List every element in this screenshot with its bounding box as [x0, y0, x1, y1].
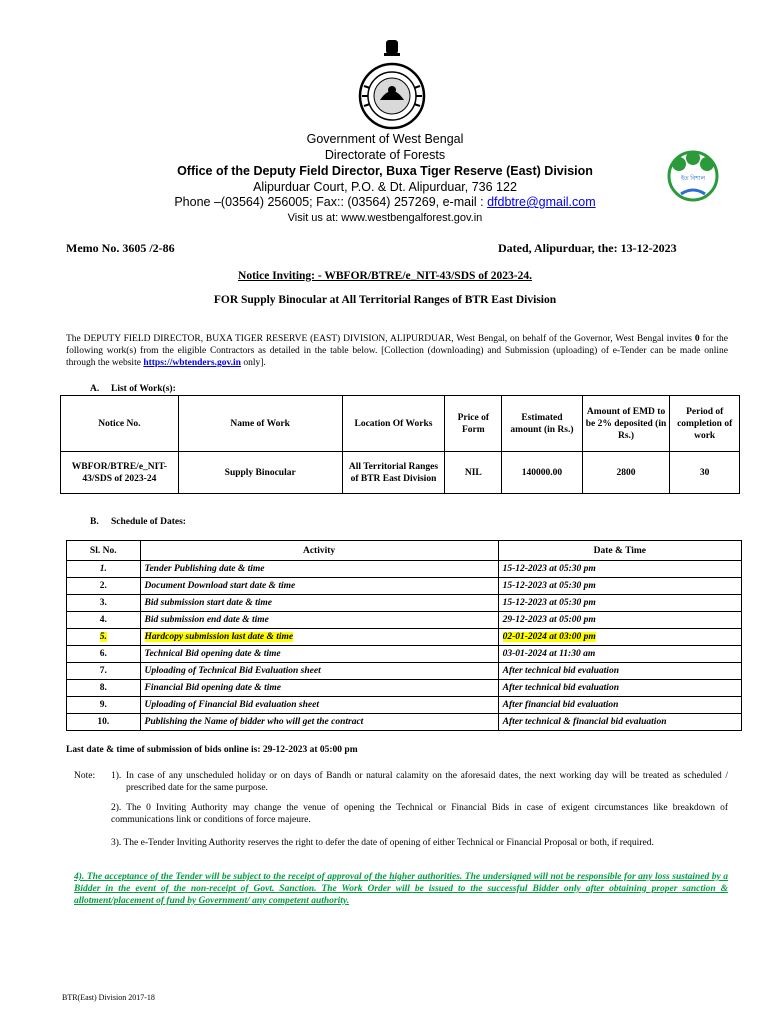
schedule-row — [67, 561, 742, 578]
memo-date: Dated, Alipurduar, the: 13-12-2023 — [498, 241, 677, 255]
note-2: 2). The 0 Inviting Authority may change the venue of opening the Technical or Financial Bids in case of exigent circumstances like breakdown of communications link or conditions of force majeure. — [111, 803, 728, 825]
schedule-cell-activity: Document Download start date & time — [140, 578, 498, 595]
schedule-col-date: Date & Time — [498, 541, 741, 561]
memo-number: Memo No. 3605 /2-86 — [66, 241, 175, 255]
schedule-cell-activity: Technical Bid opening date & time — [140, 646, 498, 663]
works-cell-period: 30 — [670, 452, 740, 494]
works-col-estimated: Estimated amount (in Rs.) — [502, 396, 582, 452]
note-label: Note: — [74, 771, 96, 781]
schedule-cell-sl: 1. — [67, 561, 141, 578]
schedule-cell-sl-highlight: 5. — [99, 632, 107, 642]
section-b-title: Schedule of Dates: — [111, 517, 186, 527]
schedule-cell-activity: Financial Bid opening date & time — [140, 680, 498, 697]
schedule-header — [67, 541, 742, 561]
last-date-line: Last date & time of submission of bids online is: 29-12-2023 at 05:00 pm — [66, 745, 358, 755]
schedule-cell-activity: Bid submission start date & time — [140, 595, 498, 612]
works-col-location: Location Of Works — [342, 396, 445, 452]
works-table-header — [61, 396, 740, 452]
wbtenders-link[interactable]: https://wbtenders.gov.in — [143, 358, 241, 368]
schedule-cell-activity — [140, 629, 498, 646]
works-cell-emd: 2800 — [582, 452, 670, 494]
intro-text-1: The DEPUTY FIELD DIRECTOR, BUXA TIGER RESERVE (EAST) DIVISION, ALIPURDUAR, West Bengal, on behalf of the Governor, West Bengal invites — [66, 334, 695, 344]
notice-title: Notice Inviting: - WBFOR/BTRE/e_NIT-43/SDS of 2023-24. — [238, 270, 532, 282]
intro-text-3: only]. — [240, 358, 266, 368]
schedule-cell-date: 15-12-2023 at 05:30 pm — [498, 578, 741, 595]
schedule-cell-date: 15-12-2023 at 05:30 pm — [498, 595, 741, 612]
footer-text: BTR(East) Division 2017-18 — [62, 993, 155, 1002]
note-3: 3). The e-Tender Inviting Authority reserves the right to defer the date of opening of either Technical or Financial Proposal or both, if required. — [111, 838, 654, 848]
works-col-period: Period of completion of work — [670, 396, 740, 452]
schedule-row — [67, 714, 742, 731]
header-address: Alipurduar Court, P.O. & Dt. Alipurduar, 736 122 — [253, 180, 517, 194]
header-contact — [0, 194, 770, 210]
schedule-cell-sl: 9. — [67, 697, 141, 714]
header-government: Government of West Bengal — [306, 132, 464, 146]
schedule-cell-date: After financial bid evaluation — [498, 697, 741, 714]
schedule-row — [67, 680, 742, 697]
schedule-cell-sl — [67, 629, 141, 646]
schedule-col-activity: Activity — [140, 541, 498, 561]
schedule-cell-activity: Tender Publishing date & time — [140, 561, 498, 578]
works-col-price: Price of Form — [445, 396, 502, 452]
schedule-cell-date: After technical bid evaluation — [498, 680, 741, 697]
schedule-cell-sl: 2. — [67, 578, 141, 595]
schedule-cell-date: 03-01-2024 at 11:30 am — [498, 646, 741, 663]
works-cell-estimated: 140000.00 — [502, 452, 582, 494]
schedule-cell-date: After technical bid evaluation — [498, 663, 741, 680]
schedule-cell-activity: Bid submission end date & time — [140, 612, 498, 629]
schedule-row — [67, 612, 742, 629]
state-emblem — [356, 38, 428, 134]
schedule-cell-date: 15-12-2023 at 05:30 pm — [498, 561, 741, 578]
works-table-row — [61, 452, 740, 494]
email-link[interactable]: dfdbtre@gmail.com — [487, 195, 596, 209]
schedule-cell-activity-highlight: Hardcopy submission last date & time — [144, 632, 294, 642]
schedule-row — [67, 697, 742, 714]
header-office: Office of the Deputy Field Director, Buxa Tiger Reserve (East) Division — [177, 164, 593, 178]
schedule-row — [67, 629, 742, 646]
section-a-letter: A. — [90, 384, 100, 394]
works-cell-location: All Territorial Ranges of BTR East Division — [342, 452, 445, 494]
schedule-cell-date-highlight: 02-01-2024 at 03:00 pm — [502, 632, 596, 642]
note-1: In case of any unscheduled holiday or on days of Bandh or natural calamity on the aforesaid dates, the next working day will be treated as scheduled / prescribed date for the same purpose. — [126, 771, 728, 793]
schedule-cell-date: 29-12-2023 at 05:00 pm — [498, 612, 741, 629]
works-cell-name: Supply Binocular — [178, 452, 342, 494]
schedule-row — [67, 663, 742, 680]
works-col-notice: Notice No. — [61, 396, 179, 452]
schedule-cell-sl: 8. — [67, 680, 141, 697]
schedule-cell-date: After technical & financial bid evaluation — [498, 714, 741, 731]
note-4-approval: 4). The acceptance of the Tender will be subject to the receipt of approval of the higher authorities. The undersigned will not be responsible for any loss sustained by a Bidder in the event of the non-receipt of Govt. Sanction. The Work Order will be issued to the successful Bidder only after obtaining proper sanction & allotment/placement of fund by Government/ any competent authority. — [74, 872, 728, 906]
schedule-cell-sl: 7. — [67, 663, 141, 680]
schedule-cell-sl: 6. — [67, 646, 141, 663]
schedule-row — [67, 646, 742, 663]
schedule-row — [67, 595, 742, 612]
works-cell-notice: WBFOR/BTRE/e_NIT-43/SDS of 2023-24 — [61, 452, 179, 494]
forest-logo-text: ইত বিশাল — [680, 176, 706, 182]
header-phone: Phone –(03564) 256005; Fax:: (03564) 257269, e-mail : — [174, 195, 488, 209]
schedule-cell-sl: 3. — [67, 595, 141, 612]
note-1-number: 1). — [111, 771, 122, 781]
section-b-letter: B. — [90, 517, 99, 527]
schedule-cell-activity: Publishing the Name of bidder who will get the contract — [140, 714, 498, 731]
works-table — [60, 395, 740, 494]
schedule-col-sl: Sl. No. — [67, 541, 141, 561]
schedule-cell-activity: Uploading of Financial Bid evaluation sheet — [140, 697, 498, 714]
intro-count: 0 — [694, 334, 700, 344]
schedule-cell-sl: 10. — [67, 714, 141, 731]
schedule-row — [67, 578, 742, 595]
intro-text-2: for the following work(s) from the eligible Contractors as detailed in the table below. [Collection (downloading) and Submission (uploading) of e-Tender can be made online through the website — [66, 334, 729, 368]
works-cell-price: NIL — [445, 452, 502, 494]
section-a-title: List of Work(s): — [111, 384, 176, 394]
header-website: Visit us at: www.westbengalforest.gov.in — [287, 212, 483, 224]
schedule-cell-activity: Uploading of Technical Bid Evaluation sheet — [140, 663, 498, 680]
header-directorate: Directorate of Forests — [324, 148, 446, 162]
schedule-cell-sl: 4. — [67, 612, 141, 629]
schedule-table — [66, 540, 742, 731]
subject-line: FOR Supply Binocular at All Territorial Ranges of BTR East Division — [213, 294, 557, 306]
works-col-emd: Amount of EMD to be 2% deposited (in Rs.) — [582, 396, 670, 452]
schedule-cell-date — [498, 629, 741, 646]
intro-paragraph — [66, 333, 728, 369]
works-col-name: Name of Work — [178, 396, 342, 452]
